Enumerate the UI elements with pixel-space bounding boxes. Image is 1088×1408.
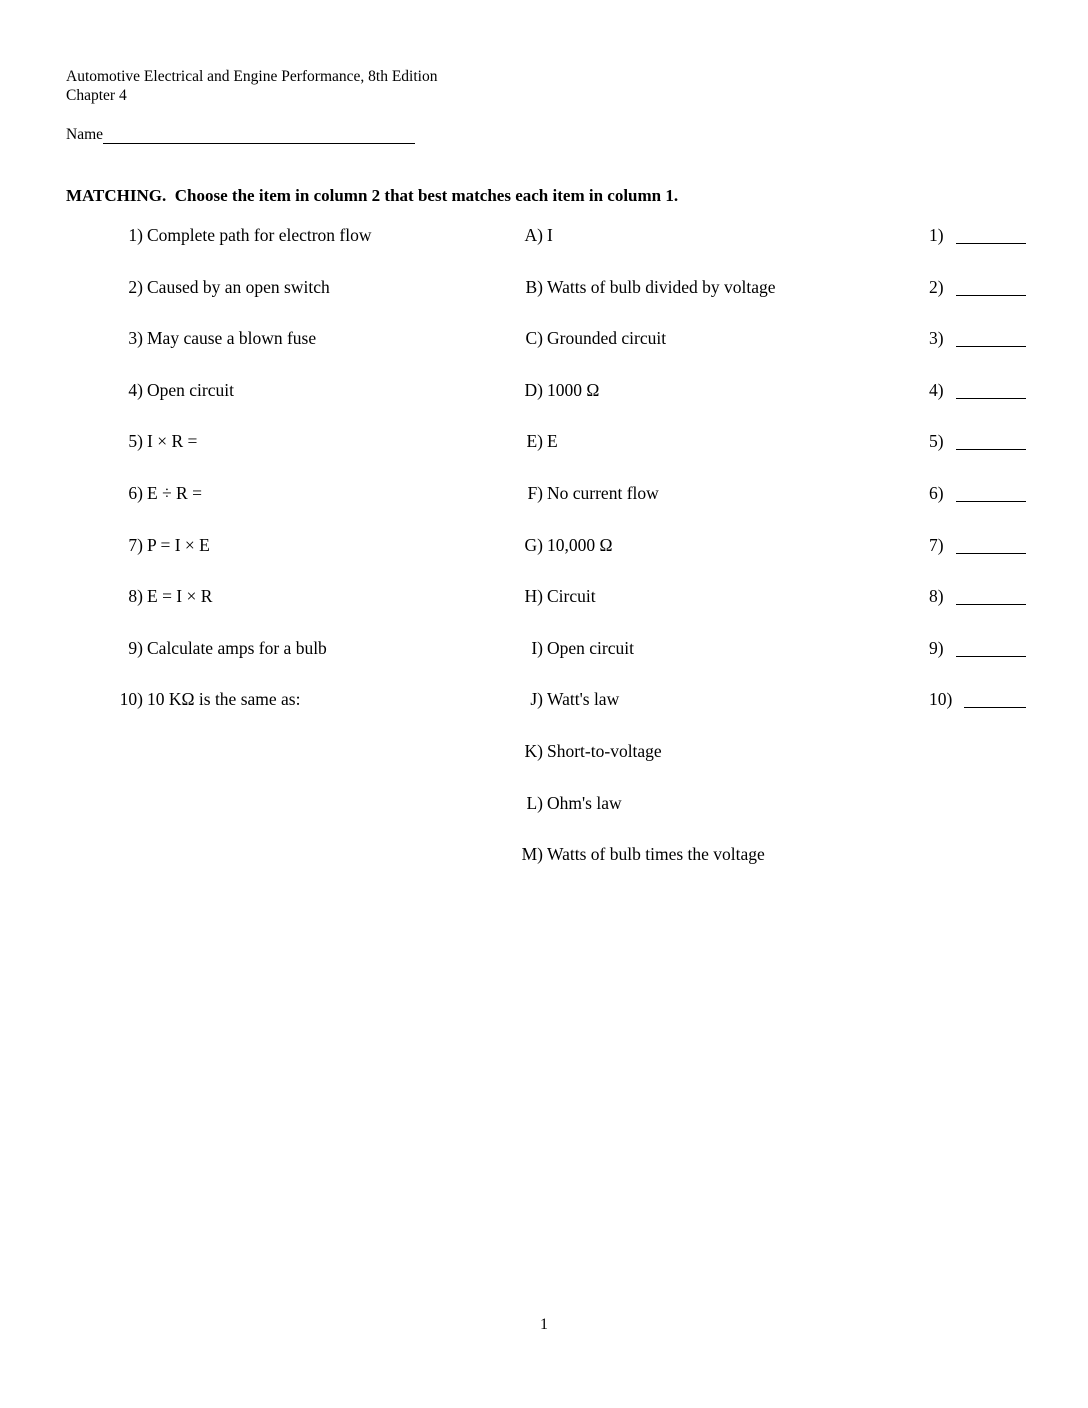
column1-item [128,379,234,401]
answer-number: 3) [929,328,944,349]
column2-item-text: Ohm's law [547,792,622,813]
column2-item-letter: D) [524,379,543,400]
column2-item [524,224,553,246]
column1-item-text: E ÷ R = [147,483,202,503]
answer-number: 5) [929,431,944,452]
column1-item-number: 5) [128,431,143,452]
column2-item [527,482,659,504]
column1-item [128,637,327,659]
column2-item [526,430,558,452]
column2-item-letter: F) [527,483,543,503]
column2-item-text: Grounded circuit [547,328,667,349]
column1-item-number: 4) [128,379,143,400]
column1-item-number: 9) [128,637,143,658]
answer-number: 7) [929,534,944,555]
instructions: MATCHING. Choose the item in column 2 that best matches each item in column 1. [66,186,679,205]
column2-item-letter: H) [524,586,543,607]
column2-item-text: Watt's law [547,689,620,710]
column2-item [524,534,613,556]
column2-item-text: I [547,225,553,245]
column1-item-number: 7) [128,534,143,555]
column2-item-letter: I) [531,637,543,658]
answer-blank[interactable] [956,604,1026,605]
column2-item [530,688,620,710]
column1-item [119,688,301,710]
column1-item-text: May cause a blown fuse [147,328,317,349]
column1-item [128,430,198,452]
column1-item-number: 10) [119,689,143,710]
column1-item [128,534,210,556]
name-field[interactable] [103,126,415,144]
column1-item-text: I × R = [147,431,198,452]
chapter-label: Chapter 4 [66,87,127,104]
column2-item-letter: M) [521,844,543,865]
column2-item-text: 1000 Ω [547,379,600,400]
column2-item-text: Watts of bulb divided by voltage [547,276,776,297]
answer-number: 8) [929,586,944,607]
column1-item-text: Calculate amps for a bulb [147,637,327,658]
answer-blank[interactable] [956,295,1026,296]
answer-blank[interactable] [956,346,1026,347]
answer-blank[interactable] [956,656,1026,657]
column1-item [128,327,317,349]
column2-item-letter: B) [525,276,543,297]
column1-item [128,585,213,607]
column2-item [524,740,662,762]
column1-item-text: P = I × E [147,534,210,555]
column1-item-number: 3) [128,328,143,349]
column2-item-letter: G) [524,534,543,555]
column1-item-text: Open circuit [147,379,234,400]
column2-item-text: 10,000 Ω [547,534,613,555]
column1-item-text: Caused by an open switch [147,276,330,297]
column2-item-letter: J) [530,689,543,710]
column2-item [531,637,634,659]
column2-item [524,379,600,401]
column2-item [525,327,667,349]
column2-item-letter: C) [525,328,543,349]
answer-number: 9) [929,637,944,658]
answer-blank[interactable] [956,553,1026,554]
answer-number: 2) [929,276,944,297]
column1-item-number: 8) [128,586,143,607]
column1-item [128,276,330,298]
column2-item-text: Circuit [547,586,596,607]
column2-item-text: Watts of bulb times the voltage [547,844,765,865]
column2-item [526,792,622,814]
answer-blank[interactable] [956,449,1026,450]
column2-item [524,585,596,607]
answer-number: 10) [929,689,953,710]
answer-blank[interactable] [956,243,1026,244]
column1-item [128,224,372,246]
column2-item-text: Open circuit [547,637,634,658]
book-title: Automotive Electrical and Engine Performance, 8th Edition [66,68,438,85]
column2-item-letter: E) [526,431,543,452]
answer-blank[interactable] [964,707,1026,708]
column1-item [128,482,202,504]
answer-number: 6) [929,483,944,503]
column2-item [521,843,765,865]
column2-item [525,276,776,298]
column1-item-number: 2) [128,276,143,297]
column1-item-text: 10 KΩ is the same as: [147,689,301,710]
answer-blank[interactable] [956,501,1026,502]
column2-item-letter: A) [524,225,543,245]
name-label: Name [66,126,104,143]
column2-item-text: Short-to-voltage [547,741,662,761]
column1-item-text: E = I × R [147,586,213,607]
column2-item-letter: K) [524,741,543,761]
column2-item-letter: L) [526,792,543,813]
name-row [66,125,415,144]
answer-blank[interactable] [956,398,1026,399]
answer-number: 4) [929,379,944,400]
answer-number: 1) [929,225,944,245]
page-number: 1 [540,1316,548,1333]
column1-item-number: 6) [128,483,143,503]
column2-item-text: No current flow [547,483,659,503]
column2-item-text: E [547,431,558,452]
column1-item-text: Complete path for electron flow [147,225,372,245]
column1-item-number: 1) [128,225,143,245]
